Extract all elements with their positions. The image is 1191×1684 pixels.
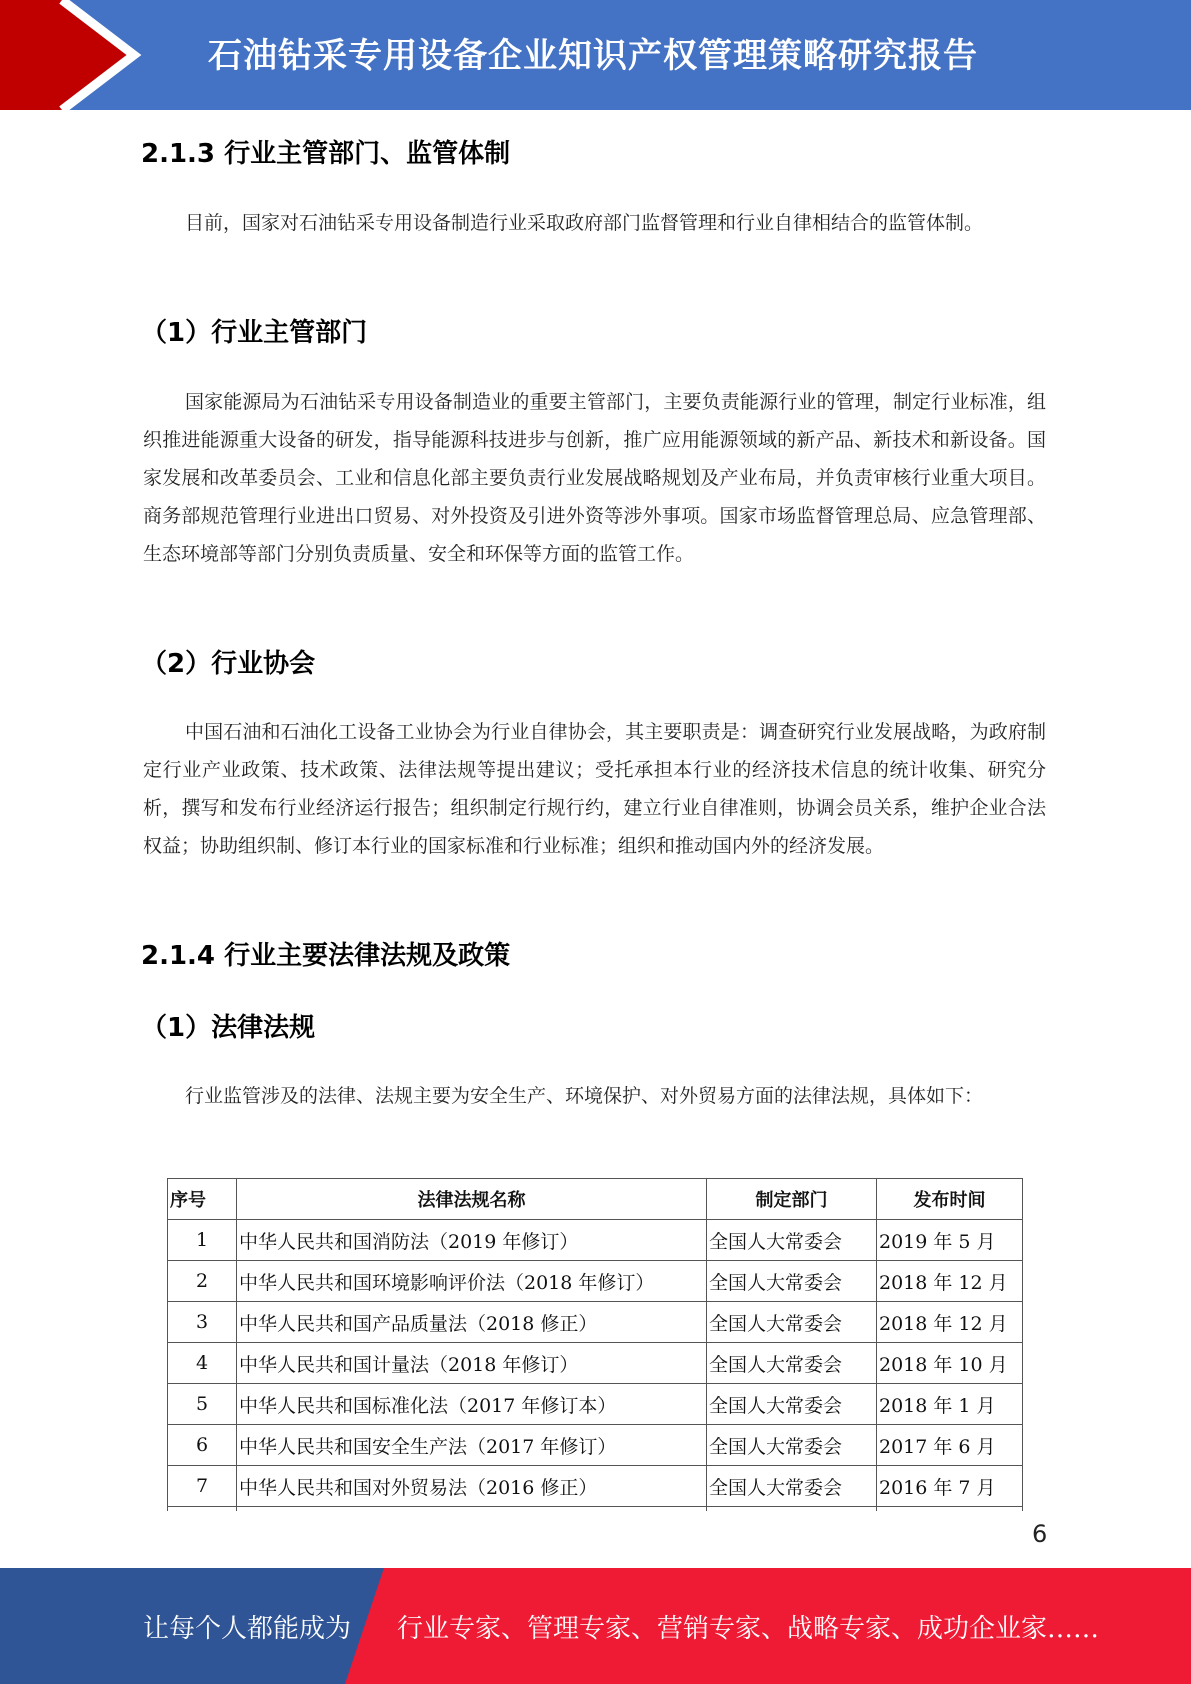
table-row <box>168 1425 1023 1466</box>
cell-department: 全国人大常委会 <box>707 1425 877 1466</box>
cell-law-name: 中华人民共和国产品质量法（2018 修正） <box>237 1302 707 1343</box>
cell-date: 2019 年 5 月 <box>877 1220 1023 1261</box>
cell-empty <box>237 1507 707 1512</box>
cell-date: 2017 年 6 月 <box>877 1425 1023 1466</box>
header-cell-department: 制定部门 <box>707 1179 877 1220</box>
cell-date: 2016 年 7 月 <box>877 1466 1023 1507</box>
table-row <box>168 1302 1023 1343</box>
footer-banner <box>0 1568 1191 1684</box>
cell-date: 2018 年 12 月 <box>877 1302 1023 1343</box>
cell-index: 2 <box>168 1261 237 1302</box>
table-body <box>168 1220 1023 1512</box>
table-header-row <box>168 1179 1023 1220</box>
table-row <box>168 1384 1023 1425</box>
cell-law-name: 中华人民共和国计量法（2018 年修订） <box>237 1343 707 1384</box>
header-cell-index: 序号 <box>168 1179 237 1220</box>
cell-date: 2018 年 1 月 <box>877 1384 1023 1425</box>
section-heading-2-1-4: 2.1.4 行业主要法律法规及政策 <box>141 941 511 971</box>
subheading-authority: （1）行业主管部门 <box>141 318 368 348</box>
cell-index: 1 <box>168 1220 237 1261</box>
cell-index: 3 <box>168 1302 237 1343</box>
cell-law-name: 中华人民共和国环境影响评价法（2018 年修订） <box>237 1261 707 1302</box>
cell-department: 全国人大常委会 <box>707 1261 877 1302</box>
cell-index: 7 <box>168 1466 237 1507</box>
cell-department: 全国人大常委会 <box>707 1466 877 1507</box>
page-number: 6 <box>1032 1520 1048 1548</box>
table-row <box>168 1466 1023 1507</box>
table-row-continued <box>168 1507 1023 1512</box>
cell-index: 6 <box>168 1425 237 1466</box>
cell-date: 2018 年 12 月 <box>877 1261 1023 1302</box>
cell-empty <box>168 1507 237 1512</box>
cell-department: 全国人大常委会 <box>707 1302 877 1343</box>
cell-department: 全国人大常委会 <box>707 1384 877 1425</box>
table-row <box>168 1343 1023 1384</box>
subheading-association: （2）行业协会 <box>141 649 316 679</box>
subheading-laws: （1）法律法规 <box>141 1013 316 1043</box>
cell-law-name: 中华人民共和国对外贸易法（2016 修正） <box>237 1466 707 1507</box>
cell-index: 5 <box>168 1384 237 1425</box>
section-2-1-3-intro: 目前，国家对石油钻采专用设备制造行业采取政府部门监督管理和行业自律相结合的监管体制。 <box>185 212 984 234</box>
section-heading-2-1-3: 2.1.3 行业主管部门、监管体制 <box>141 139 511 169</box>
report-title: 石油钻采专用设备企业知识产权管理策略研究报告 <box>208 36 978 76</box>
header-cell-law-name: 法律法规名称 <box>237 1179 707 1220</box>
footer-slogan-left: 让每个人都能成为 <box>143 1614 352 1644</box>
header-cell-date: 发布时间 <box>877 1179 1023 1220</box>
cell-department: 全国人大常委会 <box>707 1343 877 1384</box>
cell-law-name: 中华人民共和国安全生产法（2017 年修订） <box>237 1425 707 1466</box>
table-row <box>168 1220 1023 1261</box>
table-row <box>168 1261 1023 1302</box>
cell-law-name: 中华人民共和国标准化法（2017 年修订本） <box>237 1384 707 1425</box>
association-paragraph: 中国石油和石油化工设备工业协会为行业自律协会，其主要职责是：调查研究行业发展战略，为政府制定行业产业政策、技术政策、法律法规等提出建议；受托承担本行业的经济技术信息的统计收集、研究分析，撰写和发布行业经济运行报告；组织制定行规行约，建立行业自律准则，协调会员关系，维护企业合法权益；协助组织制、修订本行业的国家标准和行业标准；组织和推动国内外的经济发展。 <box>143 721 1046 857</box>
cell-date: 2018 年 10 月 <box>877 1343 1023 1384</box>
footer-slogan-right: 行业专家、管理专家、营销专家、战略专家、成功企业家…… <box>397 1614 1100 1644</box>
cell-empty <box>707 1507 877 1512</box>
laws-intro-paragraph: 行业监管涉及的法律、法规主要为安全生产、环境保护、对外贸易方面的法律法规，具体如下： <box>185 1085 984 1107</box>
cell-index: 4 <box>168 1343 237 1384</box>
laws-table <box>167 1178 1023 1511</box>
cell-law-name: 中华人民共和国消防法（2019 年修订） <box>237 1220 707 1261</box>
cell-department: 全国人大常委会 <box>707 1220 877 1261</box>
authority-paragraph: 国家能源局为石油钻采专用设备制造业的重要主管部门，主要负责能源行业的管理，制定行业标准，组织推进能源重大设备的研发，指导能源科技进步与创新，推广应用能源领域的新产品、新技术和新设备。国家发展和改革委员会、工业和信息化部主要负责行业发展战略规划及产业布局，并负责审核行业重大项目。商务部规范管理行业进出口贸易、对外投资及引进外资等涉外事项。国家市场监督管理总局、应急管理部、生态环境部等部门分别负责质量、安全和环保等方面的监管工作。 <box>143 391 1046 565</box>
cell-empty <box>877 1507 1023 1512</box>
